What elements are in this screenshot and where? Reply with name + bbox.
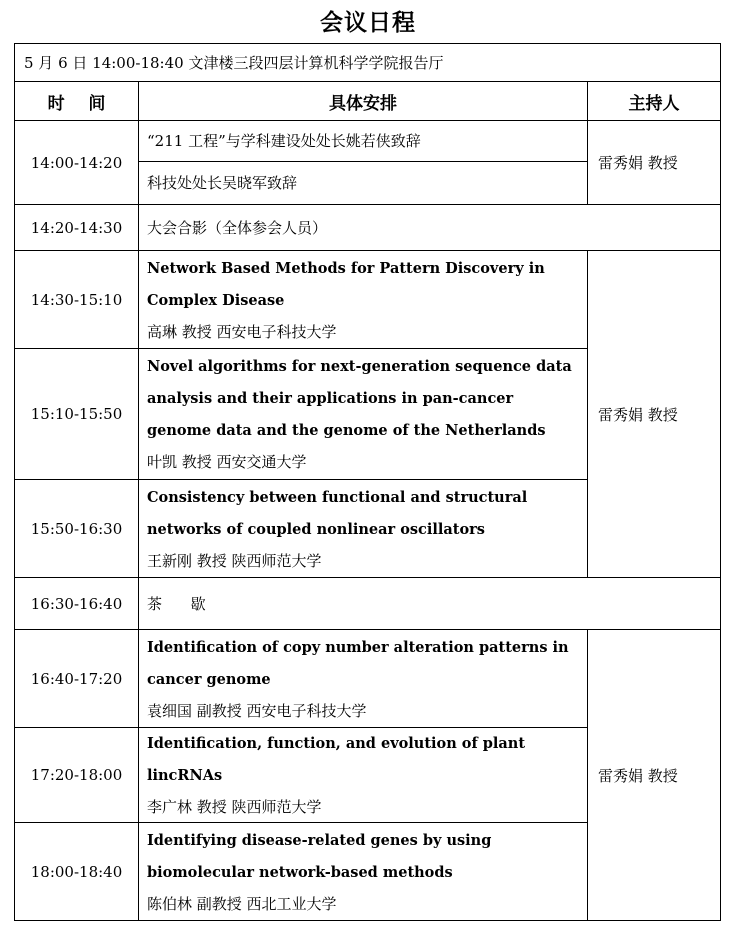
speaker-line: 陈伯林 副教授 西北工业大学 <box>147 894 337 913</box>
host-cell: 雷秀娟 教授 <box>588 121 721 205</box>
time-cell: 14:00-14:20 <box>15 121 139 205</box>
host-cell: 雷秀娟 教授 <box>588 251 721 578</box>
header-content: 具体安排 <box>139 82 588 121</box>
talk-title: Consistency between functional and structural networks of coupled nonlinear oscillators <box>147 488 528 538</box>
content-cell <box>139 728 588 823</box>
content-cell <box>139 251 588 349</box>
talk-title: Novel algorithms for next-generation sequence data analysis and their applications in pan-cancer genome data and the genome of the Netherlands <box>147 358 572 439</box>
speaker-line: 袁细国 副教授 西安电子科技大学 <box>147 701 367 720</box>
session-info-row <box>15 44 721 82</box>
content-cell <box>139 349 588 480</box>
header-time: 时 间 <box>15 82 139 121</box>
session-info: 5 月 6 日 14:00-18:40 文津楼三段四层计算机科学学院报告厅 <box>15 44 721 82</box>
table-row <box>15 630 721 728</box>
speaker-line: 李广林 教授 陕西师范大学 <box>147 798 322 816</box>
content-cell <box>139 121 588 205</box>
speaker-line: 王新刚 教授 陕西师范大学 <box>147 551 322 570</box>
talk-title: Identification, function, and evolution of plant lincRNAs <box>147 735 526 784</box>
item-speaker: 科技处处长吴晓军致辞 <box>147 174 298 192</box>
time-cell: 15:50-16:30 <box>15 480 139 578</box>
table-row <box>15 251 721 349</box>
talk-title: Network Based Methods for Pattern Discovery in Complex Disease <box>147 259 545 309</box>
content-cell <box>139 823 588 921</box>
table-row <box>15 578 721 630</box>
table-row <box>15 205 721 251</box>
table-row <box>15 121 721 205</box>
time-cell: 16:30-16:40 <box>15 578 139 630</box>
content-cell <box>139 630 588 728</box>
content-cell: 茶 歇 <box>139 578 721 630</box>
content-cell: 大会合影（全体参会人员） <box>139 205 721 251</box>
time-cell: 18:00-18:40 <box>15 823 139 921</box>
time-cell: 14:20-14:30 <box>15 205 139 251</box>
talk-title: Identification of copy number alteration patterns in cancer genome <box>147 638 569 688</box>
host-cell: 雷秀娟 教授 <box>588 630 721 921</box>
item-title: “211 工程”与学科建设处处长姚若侠致辞 <box>139 121 587 162</box>
speaker-line: 高琳 教授 西安电子科技大学 <box>147 322 337 341</box>
header-row <box>15 82 721 121</box>
content-cell <box>139 480 588 578</box>
time-cell: 14:30-15:10 <box>15 251 139 349</box>
time-cell: 16:40-17:20 <box>15 630 139 728</box>
page-title: 会议日程 <box>320 10 416 36</box>
time-cell: 15:10-15:50 <box>15 349 139 480</box>
speaker-line: 叶凯 教授 西安交通大学 <box>147 453 307 471</box>
talk-title: Identifying disease-related genes by using biomolecular network-based methods <box>147 831 492 881</box>
time-cell: 17:20-18:00 <box>15 728 139 823</box>
schedule-table <box>14 43 721 921</box>
header-host: 主持人 <box>588 82 721 121</box>
